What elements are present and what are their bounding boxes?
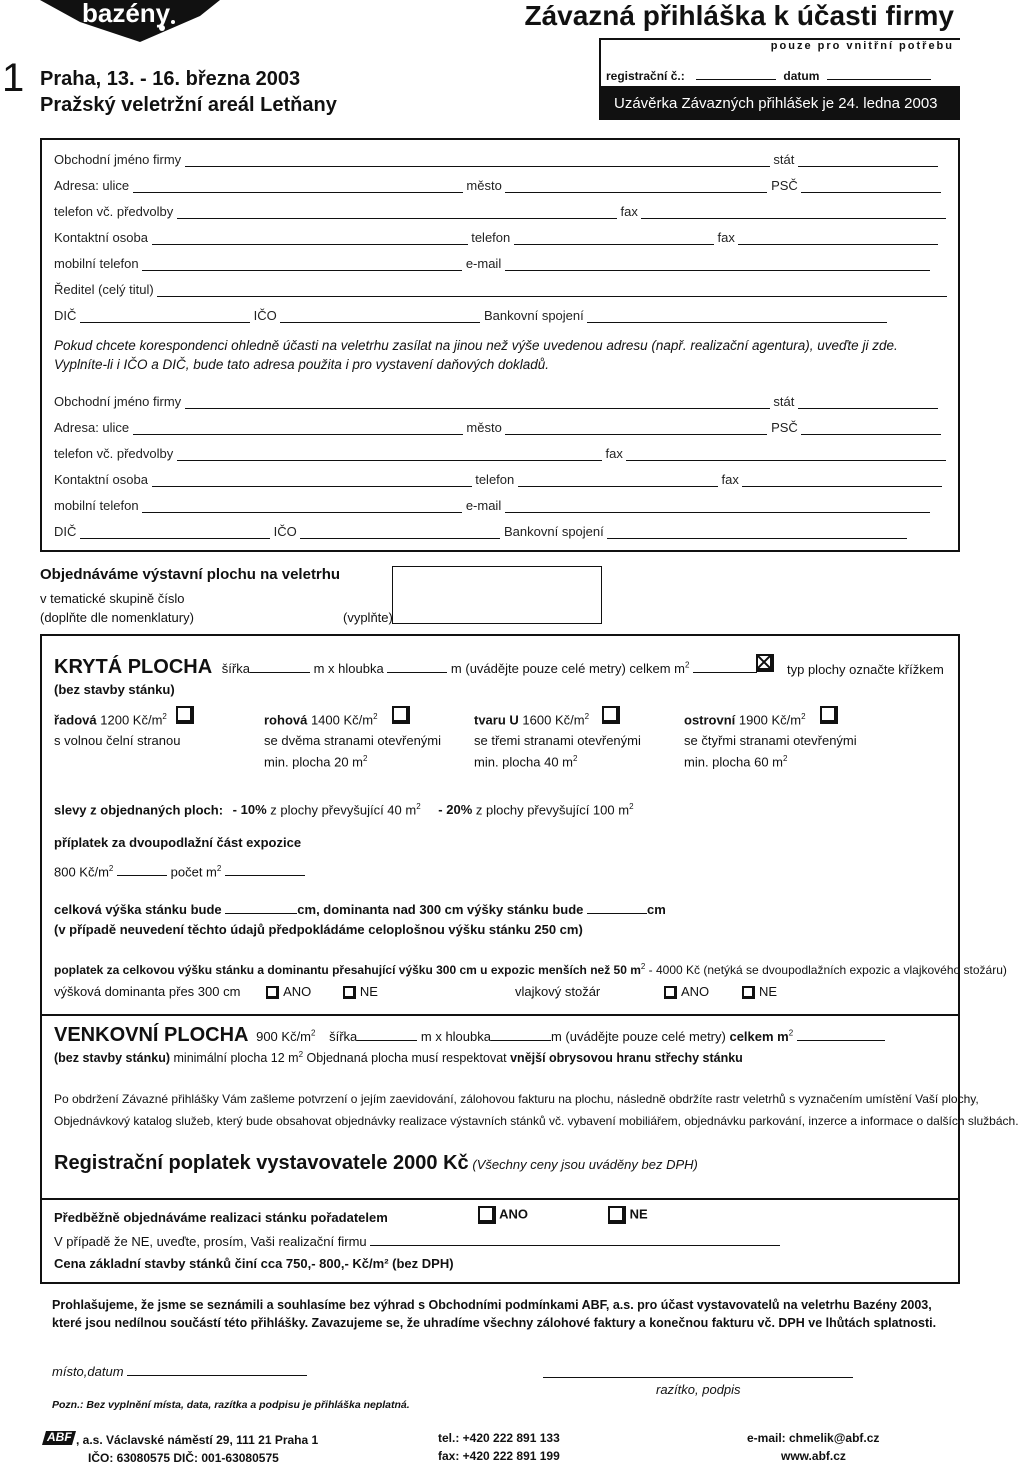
ico-label: IČO <box>253 308 277 323</box>
sup: 2 <box>685 660 690 670</box>
alt-name-row <box>54 394 946 412</box>
two-floor-label: příplatek za dvoupodlažní část expozice <box>54 835 302 850</box>
alt-bank-field[interactable] <box>607 527 907 539</box>
covered-no-stand: (bez stavby stánku) <box>54 682 175 697</box>
builder-field[interactable] <box>370 1234 780 1246</box>
footer-fax: fax: +420 222 891 199 <box>438 1449 560 1463</box>
big-number: 1 <box>2 56 25 100</box>
type-u: tvaru U 1600 $Kč/m^2$ se třemi stranami otevřenými min. plocha 40 $m^2$ <box>474 712 684 770</box>
checkbox-icon[interactable] <box>266 986 279 999</box>
covered-metres-note: m (uvádějte pouze celé metry) celkem m <box>450 661 686 676</box>
covered-depth-field[interactable] <box>387 661 447 673</box>
street-label: Adresa: ulice <box>54 178 130 193</box>
alt-state-label: stát <box>773 394 795 409</box>
phone-field[interactable] <box>177 207 617 219</box>
type-min: min. plocha 40 m <box>474 754 573 770</box>
group-line: v tematické skupině číslo <box>40 591 185 606</box>
alt-zip-field[interactable] <box>801 423 941 435</box>
footer-email[interactable]: e-mail: chmelik@abf.cz <box>747 1431 880 1445</box>
fee-note: (Všechny ceny jsou uváděny bez DPH) <box>472 1157 698 1172</box>
logo <box>40 0 220 42</box>
dominant-row <box>54 984 944 999</box>
checkbox-icon[interactable] <box>478 1206 496 1224</box>
outdoor-respect: Objednaná plocha musí respektovat <box>306 1051 507 1066</box>
two-floor-field[interactable] <box>117 864 167 876</box>
date-label: datum <box>783 69 820 83</box>
covered-width-label: šířka <box>221 661 250 676</box>
covered-x-label: m x hloubka <box>313 661 384 676</box>
company-state-field[interactable] <box>798 155 938 167</box>
fill-label: (vyplňte) <box>343 610 393 625</box>
tax-row <box>54 308 946 326</box>
alt-phone-row <box>54 446 946 464</box>
type-desc: se třemi stranami otevřenými <box>474 733 641 749</box>
height-field[interactable] <box>225 902 297 914</box>
signature-note: Pozn.: Bez vyplnění místa, data, razítka a podpisu je přihláška neplatná. <box>52 1399 410 1411</box>
type-price: 1400 Kč/m <box>307 712 374 728</box>
form-title: Závazná přihláška k účasti firmy <box>524 0 954 31</box>
discount-row: slevy z objednaných ploch: - 10% z plochy převyšující 40 $m^2 - 20\%$ z plochy převyšující 100 $m^2$ <box>54 802 634 818</box>
email-field[interactable] <box>505 259 930 271</box>
street-field[interactable] <box>133 181 463 193</box>
covered-total-field[interactable] <box>693 661 757 673</box>
stamp-line[interactable] <box>543 1377 853 1378</box>
height-end: cm <box>647 902 666 917</box>
declaration-2: které jsou nedílnou součástí této přihlášky. Zavazujeme se, že uhradíme všechny zálohové faktury a konečnou fakturu vč. DPH ve lhůtách splatnosti. <box>52 1316 937 1330</box>
registration-field[interactable] <box>696 68 776 80</box>
outdoor-row: VENKOVNÍ PLOCHA 900 $Kč/m^2$ šířka m x hloubka m (uvádějte pouze celé metry) celkem $m^2$ <box>54 1024 885 1047</box>
checkbox-icon[interactable] <box>664 986 677 999</box>
zip-field[interactable] <box>801 181 941 193</box>
type-name: řadová <box>54 712 97 728</box>
dominant-no: NE <box>359 984 378 999</box>
if-no-label: V případě že NE, uveďte, prosím, Vaši realizační firmu <box>54 1234 367 1249</box>
company-name-field[interactable] <box>185 155 770 167</box>
date-field[interactable] <box>827 68 931 80</box>
dic-label: DIČ <box>54 308 77 323</box>
covered-width-field[interactable] <box>250 661 310 673</box>
company-name-label: Obchodní jméno firmy <box>54 152 182 167</box>
event-dates: Praha, 13. - 16. března 2003 <box>40 68 301 90</box>
alt-address-row <box>54 420 946 438</box>
type-rohova: rohová 1400 $Kč/m^2$ se dvěma stranami otevřenými min. plocha 20 $m^2$ <box>264 712 474 770</box>
alt-company-name-label: Obchodní jméno firmy <box>54 394 182 409</box>
group-number-box[interactable] <box>392 566 602 624</box>
info-line-1: Po obdržení Závazné přihlášky Vám zašleme potvrzení o jejím zaevidování, zálohovou fakturu na plochu, následně obdržíte rastr veletrhů s vyznačením umístění Vaší plochy, <box>54 1092 979 1106</box>
outdoor-width-field[interactable] <box>357 1029 417 1041</box>
registration-row <box>606 68 931 83</box>
contact-phone-field[interactable] <box>514 233 714 245</box>
checkbox-icon[interactable] <box>742 986 755 999</box>
registration-label: registrační č.: <box>606 69 685 83</box>
outdoor-metres-note: m (uvádějte pouze celé metry) <box>550 1029 726 1044</box>
type-name: ostrovní <box>684 712 736 728</box>
bank-field[interactable] <box>587 311 887 323</box>
director-row <box>54 282 946 300</box>
mobile-field[interactable] <box>142 259 462 271</box>
alt-contact-label: Kontaktní osoba <box>54 472 148 487</box>
alt-email-field[interactable] <box>505 501 930 513</box>
alt-zip-label: PSČ <box>771 420 798 435</box>
footer-web[interactable]: www.abf.cz <box>781 1449 846 1463</box>
type-price: 1200 Kč/m <box>96 712 163 728</box>
discount1-pct: - 10% <box>232 802 267 818</box>
alt-phone-label: telefon vč. předvolby <box>54 446 174 461</box>
fax-label: fax <box>620 204 638 219</box>
prelim-row <box>54 1206 944 1225</box>
footer-tel: tel.: +420 222 891 133 <box>438 1431 560 1445</box>
prelim-yes: ANO <box>499 1206 529 1222</box>
checkbox-icon[interactable] <box>343 986 356 999</box>
phone-label: telefon vč. předvolby <box>54 204 174 219</box>
flag-no: NE <box>759 984 778 999</box>
declaration-1: Prohlašujeme, že jsme se seznámili a souhlasíme bez výhrad s Obchodními podmínkami ABF, a.s. pro účast vystavovatelů na veletrhu Bazény 2003, <box>52 1298 932 1312</box>
count-field[interactable] <box>225 864 305 876</box>
info-line-2: Objednávkový katalog služeb, který bude obsahovat objednávky realizace výstavních stánků vč. vybavení mobiliářem, objednávku parkování, inzerce a informace o dalších službách. <box>54 1114 1019 1128</box>
contact-row <box>54 230 946 248</box>
discount1-text: z plochy převyšující 40 m <box>270 802 417 818</box>
surcharge-row: poplatek za celkovou výšku stánku a dominantu přesahující výšku 300 cm u expozic menších než 50 $m^2 - 4000$ Kč (netýká se dvoupodlažních expozic a vlajkového stožáru) <box>54 962 1007 977</box>
alt-dic-label: DIČ <box>54 524 77 539</box>
contact-fax-label: fax <box>717 230 735 245</box>
discount2-pct: - 20% <box>438 802 473 818</box>
discount2-text: z plochy převyšující 100 m <box>475 802 630 818</box>
covered-title: KRYTÁ PLOCHA <box>54 656 213 678</box>
flag-label: vlajkový stožár <box>515 984 601 999</box>
separator <box>40 1014 960 1016</box>
type-price: 1900 Kč/m <box>735 712 802 728</box>
alt-fax-field[interactable] <box>626 449 946 461</box>
checkbox-icon[interactable] <box>602 706 620 724</box>
contact-fax-field[interactable] <box>738 233 938 245</box>
zip-label: PSČ <box>771 178 798 193</box>
alt-mobile-label: mobilní telefon <box>54 498 139 513</box>
checkbox-icon[interactable] <box>392 706 410 724</box>
type-min: min. plocha 20 m <box>264 754 363 770</box>
city-field[interactable] <box>505 181 767 193</box>
outdoor-total: celkem m <box>729 1029 789 1044</box>
covered-row <box>54 656 757 679</box>
height-row <box>54 902 666 917</box>
dominant-field[interactable] <box>587 902 647 914</box>
alt-note-2: Vyplníte-li i IČO a DIČ, bude tato adresa použita i pro vystavení daňových dokladů. <box>54 357 550 372</box>
type-desc: s volnou čelní stranou <box>54 733 181 749</box>
type-price: 1600 Kč/m <box>518 712 585 728</box>
checkbox-icon[interactable] <box>820 706 838 724</box>
director-label: Ředitel (celý titul) <box>54 282 154 297</box>
alt-street-field[interactable] <box>133 423 463 435</box>
alt-mobile-row <box>54 498 946 516</box>
type-name: tvaru U <box>474 712 519 728</box>
alt-tax-row <box>54 524 946 542</box>
nomenclature: (doplňte dle nomenklatury) <box>40 610 194 625</box>
alt-note-1: Pokud chcete korespondenci ohledně účasti na veletrhu zasílat na jinou než výše uvedenou adresu (např. realizační agentura), uveďte ji zde. <box>54 338 898 353</box>
bank-label: Bankovní spojení <box>484 308 584 323</box>
alt-ico-field[interactable] <box>300 527 500 539</box>
type-desc: se čtyřmi stranami otevřenými <box>684 733 857 749</box>
abf-logo <box>42 1431 76 1445</box>
two-floor-row: 800 $Kč/m^2$ počet $m^2$ <box>54 864 305 879</box>
stamp-label: razítko, podpis <box>656 1382 741 1397</box>
outdoor-total-field[interactable] <box>797 1029 885 1041</box>
two-floor-price: 800 Kč/m <box>54 864 109 880</box>
abf-logo-text: ABF <box>47 1430 72 1444</box>
venue: Pražský veletržní areál Letňany <box>40 94 337 116</box>
outdoor-x-label: m x hloubka <box>420 1029 491 1044</box>
company-phone-row <box>54 204 946 222</box>
type-row <box>54 712 944 782</box>
alt-state-field[interactable] <box>798 397 938 409</box>
alt-contact-row <box>54 472 946 490</box>
contact-label: Kontaktní osoba <box>54 230 148 245</box>
company-name-row <box>54 152 946 170</box>
city-label: město <box>466 178 502 193</box>
surcharge-rest: - 4000 Kč (netýká se dvoupodlažních expozic a vlajkového stožáru) <box>645 963 1007 977</box>
if-no-row <box>54 1234 780 1249</box>
contact-phone-label: telefon <box>471 230 511 245</box>
alt-dic-field[interactable] <box>80 527 270 539</box>
ico-field[interactable] <box>280 311 480 323</box>
order-title: Objednáváme výstavní plochu na veletrhu <box>40 566 341 583</box>
logo-text: bazény <box>82 0 171 28</box>
place-date-field[interactable] <box>127 1364 307 1376</box>
base-price: Cena základní stavby stánků činí cca 750,- 800,- Kč/m² (bez DPH) <box>54 1256 454 1271</box>
dic-field[interactable] <box>80 311 250 323</box>
flag-yes: ANO <box>681 984 710 999</box>
dominant-yes: ANO <box>283 984 312 999</box>
alt-ico-label: IČO <box>273 524 297 539</box>
email-label: e-mail <box>465 256 502 271</box>
dominant-label: výšková dominanta přes 300 cm <box>54 984 241 999</box>
checkbox-icon[interactable] <box>176 706 194 724</box>
outdoor-respect-bold: vnější obrysovou hranu střechy stánku <box>510 1051 743 1066</box>
alt-fax-label: fax <box>605 446 623 461</box>
mark-hint: typ plochy označte křížkem <box>787 662 944 677</box>
alt-contact-field[interactable] <box>152 475 472 487</box>
alt-city-label: město <box>466 420 502 435</box>
alt-bank-label: Bankovní spojení <box>504 524 604 539</box>
outdoor-no-stand: (bez stavby stánku) <box>54 1051 171 1066</box>
outdoor-depth-field[interactable] <box>491 1029 551 1041</box>
height-label: celková výška stánku bude <box>54 902 222 917</box>
height-mid: cm, dominanta nad 300 cm výšky stánku bude <box>297 902 584 917</box>
alt-contact-fax-field[interactable] <box>742 475 942 487</box>
prelim-label: Předběžně objednáváme realizaci stánku pořadatelem <box>54 1210 388 1225</box>
type-min: min. plocha 60 m <box>684 754 783 770</box>
alt-street-label: Adresa: ulice <box>54 420 130 435</box>
deadline-text: Uzávěrka Závazných přihlášek je 24. ledna 2003 <box>614 95 938 112</box>
surcharge-bold: poplatek za celkovou výšku stánku a dominantu přesahující výšku 300 cm u expozic menších než 50 m <box>54 963 641 977</box>
director-field[interactable] <box>157 285 947 297</box>
outdoor-note-row: (bez stavby stánku) minimální plocha 12 $m^2$ Objednaná plocha musí respektovat vnější obrysovou hranu střechy stánku <box>54 1050 743 1066</box>
alt-contact-phone-label: telefon <box>475 472 515 487</box>
type-ostrovni: ostrovní 1900 $Kč/m^2$ se čtyřmi stranami otevřenými min. plocha 60 $m^2$ <box>684 712 924 770</box>
height-note: (v případě neuvedení těchto údajů předpokládáme celoplošnou výšku stánku 250 cm) <box>54 922 583 937</box>
alt-contact-fax-label: fax <box>721 472 739 487</box>
type-desc: se dvěma stranami otevřenými <box>264 733 442 749</box>
checked-box-icon <box>756 654 774 672</box>
alt-city-field[interactable] <box>505 423 767 435</box>
company-state-label: stát <box>773 152 795 167</box>
alt-email-label: e-mail <box>465 498 502 513</box>
prelim-no: NE <box>629 1206 648 1222</box>
alt-company-name-field[interactable] <box>185 397 770 409</box>
footer-address: , a.s. Václavské náměstí 29, 111 21 Praha 1 <box>76 1433 319 1447</box>
outdoor-title: VENKOVNÍ PLOCHA <box>54 1024 249 1046</box>
type-radova: řadová 1200 $Kč/m^2$ s volnou čelní stranou <box>54 712 264 748</box>
discount-label: slevy z objednaných ploch: <box>54 802 224 818</box>
company-address-row <box>54 178 946 196</box>
outdoor-price: 900 Kč/m <box>256 1029 312 1044</box>
count-label: počet m <box>170 864 217 880</box>
mobile-row <box>54 256 946 274</box>
contact-field[interactable] <box>152 233 468 245</box>
fee-title: Registrační poplatek vystavovatele 2000 Kč <box>54 1152 469 1174</box>
type-name: rohová <box>264 712 308 728</box>
alt-mobile-field[interactable] <box>142 501 462 513</box>
alt-phone-field[interactable] <box>177 449 602 461</box>
place-date-label: místo,datum <box>52 1364 124 1379</box>
outdoor-min-area: minimální plocha 12 m <box>173 1051 299 1066</box>
outdoor-width-label: šířka <box>329 1029 358 1044</box>
alt-contact-phone-field[interactable] <box>518 475 718 487</box>
place-date-row <box>52 1364 307 1379</box>
mobile-label: mobilní telefon <box>54 256 139 271</box>
fee-row <box>54 1152 698 1175</box>
checkbox-icon[interactable] <box>608 1206 626 1224</box>
footer-ids: IČO: 63080575 DIČ: 001-63080575 <box>88 1451 279 1465</box>
internal-use-label: pouze pro vnitřní potřebu <box>770 40 954 52</box>
fax-field[interactable] <box>641 207 946 219</box>
